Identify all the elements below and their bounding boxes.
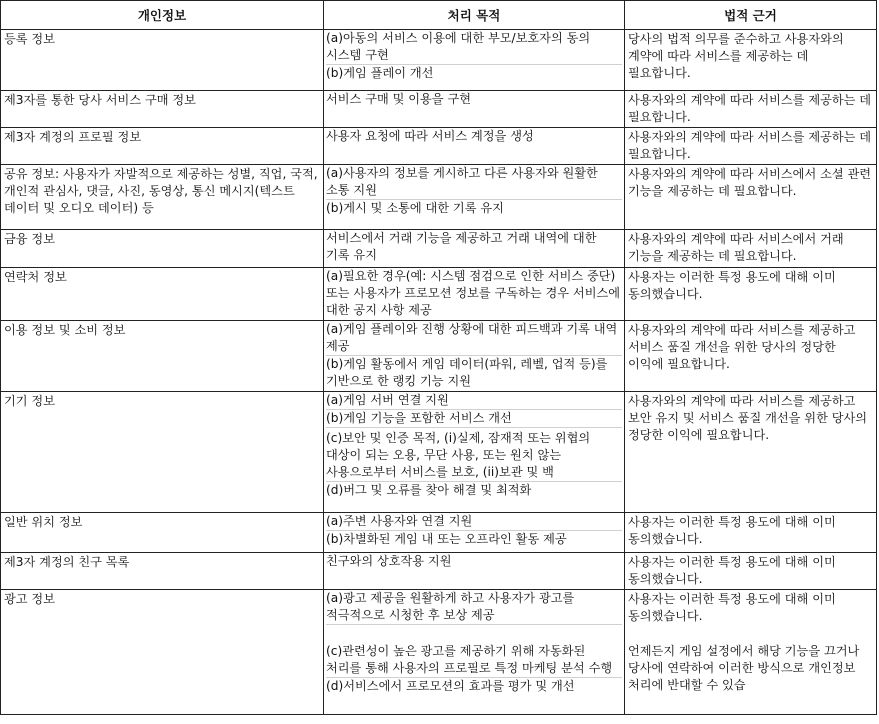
table-row xyxy=(1,321,877,392)
basis-cell: 사용자는 이러한 특정 용도에 대해 이미 동의했습니다. xyxy=(625,268,877,321)
info-cell: 제3자 계정의 친구 목록 xyxy=(1,553,324,590)
info-cell: 공유 정보: 사용자가 자발적으로 제공하는 성별, 직업, 국적, 개인적 관심사, 댓글, 사진, 동영상, 통신 메시지(텍스트 데이터 및 오디오 데이터) 등 xyxy=(1,165,324,230)
purpose-item: (a)게임 서버 연결 지원 xyxy=(326,392,622,410)
purpose-cell xyxy=(324,392,625,513)
info-cell: 연락처 정보 xyxy=(1,268,324,321)
purpose-item: (a)주변 사용자와 연결 지원 xyxy=(326,513,622,531)
basis-cell: 사용자와의 계약에 따라 서비스를 제공하고 보안 유지 및 서비스 품질 개선을 위한 당사의 정당한 이익에 필요합니다. xyxy=(625,392,877,513)
basis-cell: 사용자와의 계약에 따라 서비스를 제공하고 서비스 품질 개선을 위한 당사의 정당한 이익에 필요합니다. xyxy=(625,321,877,392)
table-row xyxy=(1,268,877,321)
table-row xyxy=(1,553,877,590)
purpose-item: (b)게임 기능을 포함한 서비스 개선 xyxy=(326,410,622,428)
basis-text: 사용자는 이러한 특정 용도에 대해 이미 동의했습니다. xyxy=(628,592,836,623)
table-row xyxy=(1,30,877,91)
purpose-cell xyxy=(324,553,625,590)
table-row xyxy=(1,392,877,513)
purpose-item: (b)차별화된 게임 내 또는 오프라인 활동 제공 xyxy=(326,532,567,546)
table-row xyxy=(1,128,877,165)
purpose-item: (c)관련성이 높은 광고를 제공하기 위해 자동화된 처리를 통해 사용자의 프로필로 특정 마케팅 분석 수행 xyxy=(326,643,622,678)
basis-cell: 사용자와의 계약에 따라 서비스를 제공하는 데 필요합니다. xyxy=(625,91,877,128)
table-row xyxy=(1,230,877,268)
basis-cell xyxy=(625,590,877,715)
purpose-item: (a)아동의 서비스 이용에 대한 부모/보호자의 동의 시스템 구현 xyxy=(326,30,622,65)
info-cell: 등록 정보 xyxy=(1,30,324,91)
purpose-item: 친구와의 상호작용 지원 xyxy=(326,554,452,568)
purpose-item: (d)버그 및 오류를 찾아 해결 및 최적화 xyxy=(326,483,532,497)
info-cell: 제3자를 통한 당사 서비스 구매 정보 xyxy=(1,91,324,128)
purpose-cell xyxy=(324,165,625,230)
purpose-item: 사용자 요청에 따라 서비스 계정을 생성 xyxy=(326,129,534,143)
header-personal-info: 개인정보 xyxy=(1,1,324,30)
basis-gap xyxy=(628,625,873,643)
purpose-cell xyxy=(324,513,625,553)
purpose-item: (b)게임 활동에서 게임 데이터(파워, 레벨, 업적 등)를 기반으로 한 랭킹 기능 지원 xyxy=(326,357,608,388)
purpose-item: (c)보안 및 인증 목적, (i)실제, 잠재적 또는 위협의 대상이 되는 오용, 무단 사용, 또는 원치 않는 사용으로부터 서비스를 보호, (ii)보관 및 백 xyxy=(326,430,622,482)
basis-cell: 사용자는 이러한 특정 용도에 대해 이미 동의했습니다. xyxy=(625,513,877,553)
basis-cell: 사용자와의 계약에 따라 서비스에서 소셜 관련 기능을 제공하는 데 필요합니다. xyxy=(625,165,877,230)
purpose-item: (b)게임 플레이 개선 xyxy=(326,66,434,80)
purpose-cell xyxy=(324,321,625,392)
table-row xyxy=(1,91,877,128)
basis-text-opt-out: 언제든지 게임 설정에서 해당 기능을 끄거나 당사에 연락하여 이러한 방식으로 개인정보 처리에 반대할 수 있습 xyxy=(628,644,860,692)
purpose-gap xyxy=(326,625,622,643)
table-row xyxy=(1,513,877,553)
purpose-item: (a)사용자의 정보를 게시하고 다른 사용자와 원활한 소통 지원 xyxy=(326,165,622,200)
purpose-cell xyxy=(324,30,625,91)
header-purpose: 처리 목적 xyxy=(324,1,625,30)
basis-cell: 당사의 법적 의무를 준수하고 사용자와의 계약에 따라 서비스를 제공하는 데 필요합니다. xyxy=(625,30,877,91)
purpose-item: 서비스 구매 및 이용을 구현 xyxy=(326,92,472,106)
basis-cell: 사용자는 이러한 특정 용도에 대해 이미 동의했습니다. xyxy=(625,553,877,590)
header-row xyxy=(1,1,877,30)
purpose-item: (a)필요한 경우(예: 시스템 점검으로 인한 서비스 중단) 또는 사용자가 프로모션 정보를 구독하는 경우 서비스에 대한 공지 사항 제공 xyxy=(326,269,621,317)
purpose-item: (d)서비스에서 프로모션의 효과를 평가 및 개선 xyxy=(326,679,575,693)
table-row xyxy=(1,165,877,230)
purpose-item: (a)게임 플레이와 진행 상황에 대한 피드백과 기록 내역 제공 xyxy=(326,321,622,356)
purpose-cell xyxy=(324,268,625,321)
table-row xyxy=(1,590,877,715)
info-cell: 이용 정보 및 소비 정보 xyxy=(1,321,324,392)
info-cell: 광고 정보 xyxy=(1,590,324,715)
purpose-cell xyxy=(324,128,625,165)
purpose-cell xyxy=(324,91,625,128)
purpose-item: (b)게시 및 소통에 대한 기록 유지 xyxy=(326,201,504,215)
purpose-cell xyxy=(324,230,625,268)
info-cell: 금융 정보 xyxy=(1,230,324,268)
purpose-item: (a)광고 제공을 원활하게 하고 사용자가 광고를 적극적으로 시청한 후 보상 제공 xyxy=(326,590,622,625)
basis-cell: 사용자와의 계약에 따라 서비스에서 거래 기능을 제공하는 데 필요합니다. xyxy=(625,230,877,268)
purpose-item: 서비스에서 거래 기능을 제공하고 거래 내역에 대한 기록 유지 xyxy=(326,231,597,262)
purpose-cell xyxy=(324,590,625,715)
info-cell: 제3자 계정의 프로필 정보 xyxy=(1,128,324,165)
info-cell: 일반 위치 정보 xyxy=(1,513,324,553)
header-legal-basis: 법적 근거 xyxy=(625,1,877,30)
basis-cell: 사용자와의 계약에 따라 서비스를 제공하는 데 필요합니다. xyxy=(625,128,877,165)
info-cell: 기기 정보 xyxy=(1,392,324,513)
